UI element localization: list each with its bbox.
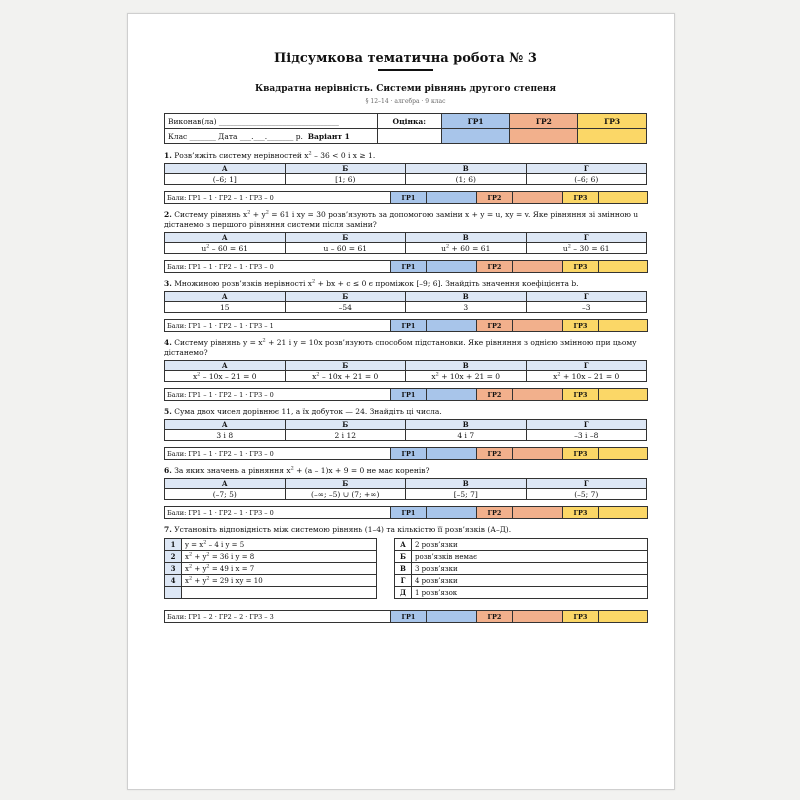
option-value[interactable]: (1; 6)	[406, 174, 527, 185]
student-info-table	[164, 113, 647, 144]
option-letter: Б	[285, 479, 406, 489]
page-subtitle: Квадратна нерівність. Системи рівнянь другого степеня	[254, 84, 557, 94]
score-text: Бали: ГР1 – 2 · ГР2 – 2 · ГР3 – 3	[165, 611, 391, 623]
question-4-options	[164, 360, 647, 382]
column-gap	[377, 575, 395, 587]
system-number: 3	[165, 563, 182, 575]
gr2-label: ГР2	[477, 507, 513, 519]
gr3-label: ГР3	[563, 261, 599, 273]
gr3-label: ГР3	[563, 192, 599, 204]
option-value[interactable]: 15	[165, 302, 286, 313]
option-value[interactable]: $u^2 - 60 = 61$	[165, 243, 286, 254]
option-letter: В	[406, 164, 527, 174]
gr1-label: ГР1	[391, 389, 427, 401]
option-value[interactable]: (–6; 6)	[526, 174, 647, 185]
gr3-label: ГР3	[563, 320, 599, 332]
question-7-text: 7. Установіть відповідність між системою рівнянь (1–4) та кількістю її розв’язків (А–Д).	[164, 525, 512, 534]
option-letter: Г	[526, 164, 647, 174]
option-value[interactable]: 4 і 7	[406, 430, 527, 441]
option-letter: Г	[526, 361, 647, 371]
empty-equation-cell	[182, 587, 377, 599]
option-value[interactable]: (–∞; –5) ∪ (7; +∞)	[285, 489, 406, 500]
column-gap	[377, 563, 395, 575]
gr1-label: ГР1	[391, 192, 427, 204]
question-2-options	[164, 232, 647, 254]
gr2-grade-cell[interactable]	[510, 129, 578, 144]
answer-text: 1 розв’язок	[412, 587, 648, 599]
gr1-answer-cell[interactable]	[427, 507, 477, 519]
option-letter: В	[406, 420, 527, 430]
option-letter: А	[165, 164, 286, 174]
question-7-score-row	[164, 610, 648, 623]
question-1-score-row	[164, 191, 648, 204]
option-letter: Б	[285, 292, 406, 302]
grade-cell[interactable]	[377, 129, 441, 144]
question-4-text: 4. Систему рівнянь $y = x^2 + 21$ і y = 10x розв’язують способом підстановки. Яке рівняння з однією змінною при цьому дістанемо?	[164, 337, 637, 357]
gr1-answer-cell[interactable]	[427, 192, 477, 204]
class-date-label: Клас _______ Дата ___.___._______ р.	[168, 131, 303, 141]
option-value[interactable]: (–6; 1]	[165, 174, 286, 185]
option-letter: А	[165, 292, 286, 302]
question-1-text: 1. Розв’яжіть систему нерівностей $x^2 - 36 < 0$ і x ≥ 1.	[164, 150, 376, 160]
gr2-answer-cell[interactable]	[513, 507, 563, 519]
gr3-answer-cell[interactable]	[599, 448, 648, 460]
gr2-label: ГР2	[477, 389, 513, 401]
option-value[interactable]: [–5; 7]	[406, 489, 527, 500]
column-gap	[377, 539, 395, 551]
question-3-options	[164, 291, 647, 313]
title-underline	[378, 69, 433, 71]
gr2-answer-cell[interactable]	[513, 389, 563, 401]
option-value[interactable]: $x^2 - 10x + 21 = 0$	[285, 371, 406, 382]
system-number: 4	[165, 575, 182, 587]
variant-label: Варіант 1	[307, 131, 350, 141]
question-6-text: 6. За яких значень a рівняння $x^2 + (a - 1)x + 9 = 0$ не має коренів?	[164, 465, 430, 475]
score-text: Бали: ГР1 – 1 · ГР2 – 1 · ГР3 – 0	[165, 261, 391, 273]
gr2-label: ГР2	[477, 192, 513, 204]
gr2-label: ГР2	[477, 611, 513, 623]
answer-text: 4 розв’язки	[412, 575, 648, 587]
option-letter: А	[165, 420, 286, 430]
answer-text: розв’язків немає	[412, 551, 648, 563]
gr3-label: ГР3	[563, 448, 599, 460]
option-value[interactable]: $u^2 - 30 = 61$	[526, 243, 647, 254]
score-text: Бали: ГР1 – 1 · ГР2 – 1 · ГР3 – 1	[165, 320, 391, 332]
answer-letter: А	[395, 539, 412, 551]
page-title: Підсумкова тематична робота № 3	[274, 51, 537, 66]
option-letter: В	[406, 361, 527, 371]
gr3-answer-cell[interactable]	[599, 507, 648, 519]
gr3-answer-cell[interactable]	[599, 389, 648, 401]
question-3-text: 3. Множиною розв’язків нерівності $x^2$ + bx + c ≤ 0 є проміжок [–9; 6]. Знайдіть значення коефіцієнта b.	[164, 278, 579, 288]
question-7-matching-table	[164, 538, 648, 599]
answer-text: 2 розв’язки	[412, 539, 648, 551]
gr3-label: ГР3	[563, 611, 599, 623]
option-letter: Г	[526, 233, 647, 243]
gr3-label: ГР3	[563, 389, 599, 401]
gr1-label: ГР1	[391, 611, 427, 623]
gr3-header: ГР3	[578, 114, 647, 129]
gr2-answer-cell[interactable]	[513, 320, 563, 332]
question-6-score-row	[164, 506, 648, 519]
gr2-header: ГР2	[510, 114, 578, 129]
question-5-options	[164, 419, 647, 441]
empty-number-cell	[165, 587, 182, 599]
gr1-answer-cell[interactable]	[427, 261, 477, 273]
option-letter: Г	[526, 479, 647, 489]
question-5-score-row	[164, 447, 648, 460]
score-text: Бали: ГР1 – 1 · ГР2 – 1 · ГР3 – 0	[165, 192, 391, 204]
score-text: Бали: ГР1 – 1 · ГР2 – 1 · ГР3 – 0	[165, 389, 391, 401]
answer-letter: Г	[395, 575, 412, 587]
option-value[interactable]: $x^2 - 10x - 21 = 0$	[165, 371, 286, 382]
name-field[interactable]: Виконав(ла) ________________________________	[165, 114, 378, 129]
column-gap	[377, 551, 395, 563]
gr1-header: ГР1	[441, 114, 510, 129]
option-value[interactable]: 3	[406, 302, 527, 313]
gr3-grade-cell[interactable]	[578, 129, 647, 144]
gr1-label: ГР1	[391, 448, 427, 460]
column-gap	[377, 587, 395, 599]
system-number: 2	[165, 551, 182, 563]
gr1-answer-cell[interactable]	[427, 611, 477, 623]
system-number: 1	[165, 539, 182, 551]
option-letter: Б	[285, 164, 406, 174]
question-3-score-row	[164, 319, 648, 332]
option-value[interactable]: $x^2 + 10x - 21 = 0$	[526, 371, 647, 382]
system-equation: $y = x^2 - 4$ і y = 5	[182, 539, 377, 551]
gr2-answer-cell[interactable]	[513, 192, 563, 204]
gr1-answer-cell[interactable]	[427, 389, 477, 401]
option-value[interactable]: [1; 6)	[285, 174, 406, 185]
question-5-text: 5. Сума двох чисел дорівнює 11, а їх добуток — 24. Знайдіть ці числа.	[164, 407, 442, 416]
option-letter: Г	[526, 292, 647, 302]
option-letter: Б	[285, 233, 406, 243]
gr2-answer-cell[interactable]	[513, 261, 563, 273]
gr2-label: ГР2	[477, 448, 513, 460]
option-value[interactable]: $u^2 + 60 = 61$	[406, 243, 527, 254]
answer-text: 3 розв’язки	[412, 563, 648, 575]
answer-letter: В	[395, 563, 412, 575]
question-1-options	[164, 163, 647, 185]
option-value[interactable]: 2 і 12	[285, 430, 406, 441]
gr2-answer-cell[interactable]	[513, 611, 563, 623]
gr1-label: ГР1	[391, 507, 427, 519]
question-4-score-row	[164, 388, 648, 401]
option-letter: В	[406, 292, 527, 302]
gr3-answer-cell[interactable]	[599, 611, 648, 623]
gr1-label: ГР1	[391, 320, 427, 332]
gr2-label: ГР2	[477, 320, 513, 332]
option-letter: А	[165, 233, 286, 243]
gr3-label: ГР3	[563, 507, 599, 519]
gr1-answer-cell[interactable]	[427, 320, 477, 332]
grade-label: Оцінка:	[377, 114, 441, 129]
option-value[interactable]: (–7; 5)	[165, 489, 286, 500]
system-equation: $x^2 + y^2 = 29$ і xy = 10	[182, 575, 377, 587]
class-date-field[interactable]	[165, 129, 378, 144]
option-letter: Г	[526, 420, 647, 430]
gr1-label: ГР1	[391, 261, 427, 273]
question-6-options	[164, 478, 647, 500]
option-value[interactable]: 3 і 8	[165, 430, 286, 441]
gr1-grade-cell[interactable]	[441, 129, 510, 144]
system-equation: $x^2 + y^2 = 49$ і x = 7	[182, 563, 377, 575]
option-value[interactable]: u – 60 = 61	[285, 243, 406, 254]
worksheet-page	[127, 13, 675, 790]
gr3-answer-cell[interactable]	[599, 320, 648, 332]
gr2-answer-cell[interactable]	[513, 448, 563, 460]
score-text: Бали: ГР1 – 1 · ГР2 – 1 · ГР3 – 0	[165, 507, 391, 519]
score-text: Бали: ГР1 – 1 · ГР2 – 1 · ГР3 – 0	[165, 448, 391, 460]
option-letter: А	[165, 479, 286, 489]
option-letter: Б	[285, 361, 406, 371]
question-2-text: 2. Систему рівнянь $x^2 + y^2 = 61$ і xy = 30 розв’язують за допомогою заміни x + y = u, xy = v. Яке рівняння зі змінною u дістанемо з першого рівняння системи після заміни?	[164, 209, 639, 229]
option-value[interactable]: –3	[526, 302, 647, 313]
option-value[interactable]: $x^2 + 10x + 21 = 0$	[406, 371, 527, 382]
gr2-label: ГР2	[477, 261, 513, 273]
option-letter: Б	[285, 420, 406, 430]
answer-letter: Б	[395, 551, 412, 563]
answer-letter: Д	[395, 587, 412, 599]
page-meta: § 12–14 · алгебра · 9 клас	[365, 98, 446, 105]
gr3-answer-cell[interactable]	[599, 192, 648, 204]
option-letter: А	[165, 361, 286, 371]
question-2-score-row	[164, 260, 648, 273]
gr3-answer-cell[interactable]	[599, 261, 648, 273]
option-letter: В	[406, 233, 527, 243]
option-value[interactable]: –54	[285, 302, 406, 313]
option-letter: В	[406, 479, 527, 489]
option-value[interactable]: –3 і –8	[526, 430, 647, 441]
option-value[interactable]: (–5; 7)	[526, 489, 647, 500]
system-equation: $x^2 + y^2 = 36$ і y = 8	[182, 551, 377, 563]
gr1-answer-cell[interactable]	[427, 448, 477, 460]
